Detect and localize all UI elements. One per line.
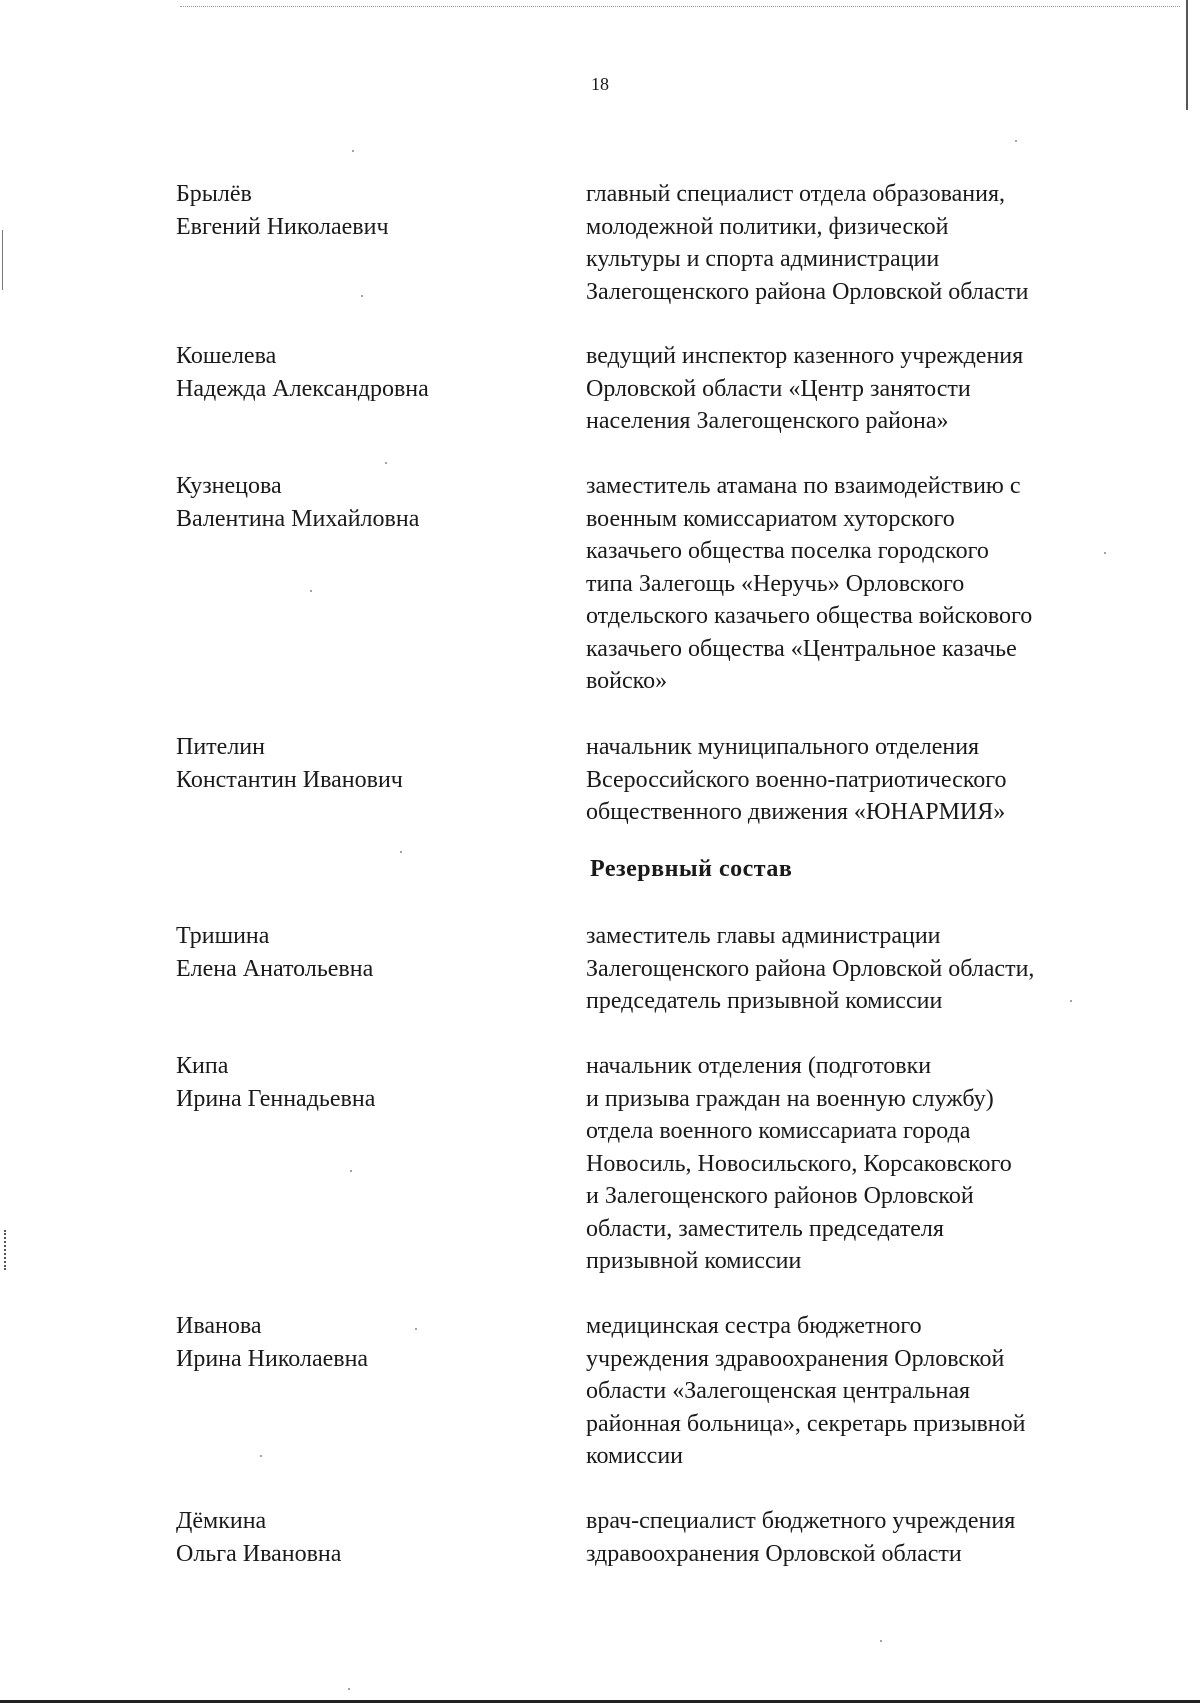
member-position: врач-специалист бюджетного учреждения здравоохранения Орловской области (586, 1508, 1016, 1567)
scan-speck (350, 1170, 352, 1172)
member-given-name: Надежда Александровна (176, 375, 429, 402)
scan-bottom-edge (0, 1700, 1200, 1703)
member-given-name: Евгений Николаевич (176, 213, 389, 240)
scan-speck (352, 150, 354, 152)
member-position: начальник отделения (подготовки и призыва граждан на военную службу) отдела военного комиссариата города Новосиль, Новосильского, Корсаковского и Залегощенского районов Орловской области, заместитель председателя призывной комиссии (586, 1053, 1012, 1274)
member-surname: Брылёв (176, 181, 252, 207)
page-number: 18 (591, 74, 609, 94)
member-given-name: Ирина Николаевна (176, 1345, 369, 1372)
member-given-name: Елена Анатольевна (176, 955, 374, 982)
member-surname: Пителин (176, 734, 265, 760)
scan-left-mark (4, 1230, 6, 1270)
member-surname: Дёмкина (176, 1508, 267, 1534)
member-given-name: Ирина Геннадьевна (176, 1085, 376, 1112)
scan-speck (310, 590, 312, 592)
member-name (176, 178, 536, 243)
member-surname: Кузнецова (176, 473, 282, 499)
member-name (176, 1310, 536, 1375)
member-name (176, 731, 536, 796)
scan-speck (361, 295, 363, 297)
member-position: ведущий инспектор казенного учреждения Орловской области «Центр занятости населения Залегощенского района» (586, 343, 1024, 434)
scan-speck (1104, 552, 1106, 554)
member-position: начальник муниципального отделения Всероссийского военно-патриотического общественного движения «ЮНАРМИЯ» (586, 734, 1007, 825)
scan-speck (880, 1640, 882, 1642)
member-given-name: Валентина Михайловна (176, 505, 420, 532)
scan-speck (348, 1688, 350, 1690)
member-name (176, 340, 536, 405)
member-surname: Кипа (176, 1053, 229, 1079)
scan-speck (415, 1328, 417, 1330)
member-name (176, 470, 536, 535)
scan-speck (400, 851, 402, 853)
member-given-name: Константин Иванович (176, 766, 403, 793)
member-surname: Иванова (176, 1313, 262, 1339)
scan-speck (385, 462, 387, 464)
member-name (176, 1505, 536, 1570)
reserve-section-heading: Резервный состав (590, 856, 793, 882)
scan-top-edge (180, 6, 1180, 7)
scan-speck (260, 1455, 262, 1457)
member-surname: Кошелева (176, 343, 277, 369)
member-name (176, 920, 536, 985)
scan-left-mark (2, 230, 3, 290)
scan-speck (1070, 1000, 1072, 1002)
member-given-name: Ольга Ивановна (176, 1540, 342, 1567)
member-position: главный специалист отдела образования, молодежной политики, физической культуры и спорта администрации Залегощенского района Орловской области (586, 181, 1029, 305)
member-name (176, 1050, 536, 1115)
member-position: медицинская сестра бюджетного учреждения здравоохранения Орловской области «Залегощенская центральная районная больница», секретарь призывной комиссии (586, 1313, 1026, 1469)
member-position: заместитель атамана по взаимодействию с военным комиссариатом хуторского казачьего общества поселка городского типа Залегощь «Неручь» Орловского отдельского казачьего общества войскового казачьего общества «Центральное казачье войско» (586, 473, 1033, 694)
member-position: заместитель главы администрации Залегощенского района Орловской области, председатель призывной комиссии (586, 923, 1035, 1014)
scan-speck (1015, 140, 1017, 142)
member-surname: Тришина (176, 923, 270, 949)
